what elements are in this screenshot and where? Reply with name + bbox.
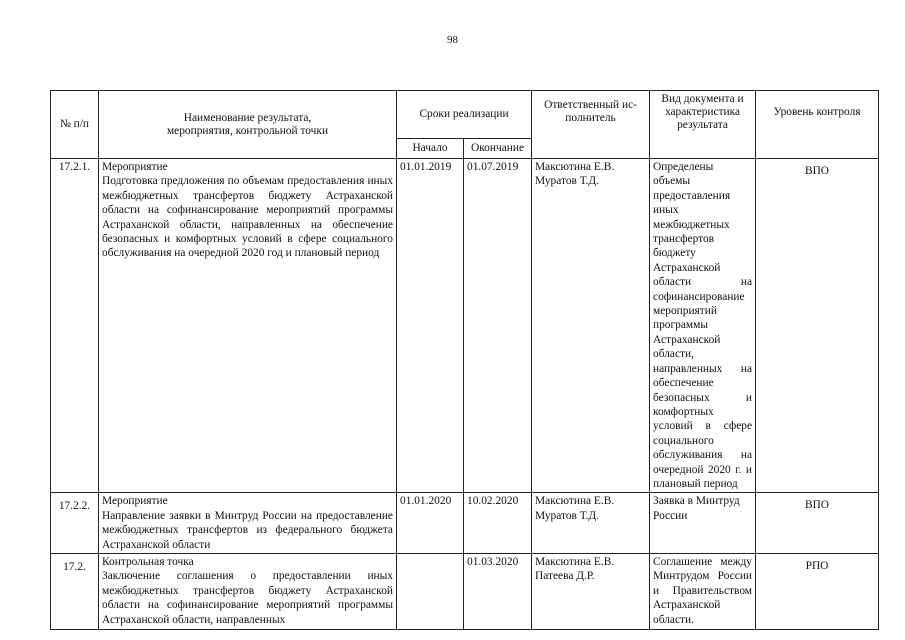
header-period: Сроки реализации [397, 91, 532, 139]
row-description: Подготовка предложения по объемам предоставления иных межбюджетных трансфертов бюджету Астраханской области на софинансирование мероприятий программы Астраханской области, направленных на обеспечение безопасных и комфортных условий в сфере социального обслуживания на очередной 2020 год и плановый период [102, 175, 393, 260]
page-number: 98 [447, 34, 458, 46]
header-period-start: Начало [397, 139, 464, 159]
table-row [51, 159, 879, 493]
row-name [99, 493, 397, 554]
implementation-plan-table [50, 90, 879, 630]
row-end-date: 10.02.2020 [464, 493, 532, 554]
row-type: Мероприятие [102, 495, 168, 508]
row-number: 17.2.2. [51, 493, 99, 554]
row-name [99, 553, 397, 629]
header-name: Наименование результата, мероприятия, контрольной точки [99, 91, 397, 159]
header-responsible: Ответственный ис-полнитель [532, 91, 650, 159]
row-end-date: 01.07.2019 [464, 159, 532, 493]
row-responsible: Максютина Е.В. Муратов Т.Д. [532, 159, 650, 493]
row-type: Контрольная точка [102, 555, 194, 568]
row-document: Заявка в Минтруд России [650, 493, 756, 554]
row-name [99, 159, 397, 493]
row-document: Соглашение между Минтрудом России и Правительством Астраханской области. [650, 553, 756, 629]
row-description: Направление заявки в Минтруд России на предоставление межбюджетных трансфертов из федерального бюджета Астраханской области [102, 509, 393, 551]
header-document: Вид документа и характеристика результата [650, 91, 756, 159]
table-row [51, 493, 879, 554]
row-number: 17.2. [51, 553, 99, 629]
row-number: 17.2.1. [51, 159, 99, 493]
header-period-end: Окончание [464, 139, 532, 159]
row-document: Определены объемы предоставления иных межбюджетных трансфертов бюджету Астраханской области на софинансирование мероприятий программы Астраханской области, направленных на обеспечение безопасных и комфортных условий в сфере социального обслуживания на очередной 2020 г. и плановый период [650, 159, 756, 493]
row-description: Заключение соглашения о предоставлении иных межбюджетных трансфертов бюджету Астраханской области на софинансирование мероприятий программы Астраханской области, направленных [102, 570, 393, 626]
row-responsible: Максютина Е.В. Муратов Т.Д. [532, 493, 650, 554]
row-responsible: Максютина Е.В. Патеева Д.Р. [532, 553, 650, 629]
row-control-level: ВПО [756, 493, 879, 554]
row-start-date: 01.01.2019 [397, 159, 464, 493]
row-type: Мероприятие [102, 161, 168, 173]
row-start-date [397, 553, 464, 629]
row-start-date: 01.01.2020 [397, 493, 464, 554]
header-control: Уровень контроля [756, 91, 879, 159]
row-end-date: 01.03.2020 [464, 553, 532, 629]
row-control-level: РПО [756, 553, 879, 629]
row-control-level: ВПО [756, 159, 879, 493]
table-row [51, 553, 879, 629]
header-number: № п/п [51, 91, 99, 159]
